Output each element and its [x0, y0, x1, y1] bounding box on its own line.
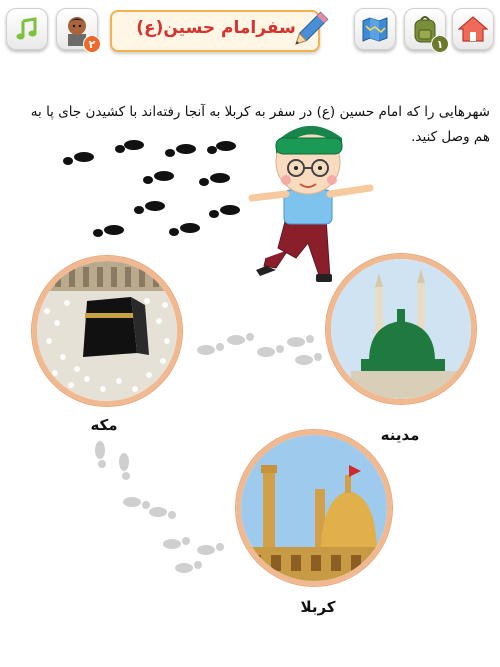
karbala-photo[interactable] — [236, 430, 392, 586]
madinah-label: مدینه — [380, 426, 420, 444]
music-button[interactable] — [6, 8, 48, 50]
home-button[interactable] — [452, 8, 494, 50]
madinah-photo[interactable] — [326, 254, 476, 404]
music-note-icon — [14, 16, 40, 42]
footprints-trail-makkah-karbala — [80, 440, 240, 580]
title-banner — [110, 6, 330, 56]
pencil-icon — [288, 8, 332, 52]
avatar-badge: ۲ — [83, 35, 101, 53]
boy-character-illustration — [246, 118, 376, 288]
makkah-photo[interactable] — [32, 256, 182, 406]
backpack-button[interactable] — [404, 8, 446, 50]
footprints-trail-top — [40, 132, 240, 242]
instruction-text: شهرهایی را که امام حسین (ع) در سفر به کربلا به آنجا رفته‌اند با کشیدن جای پا به هم وصل کنید. — [30, 104, 490, 145]
makkah-label: مکه — [90, 416, 118, 434]
home-icon — [458, 15, 488, 43]
map-button[interactable] — [354, 8, 396, 50]
map-icon — [361, 16, 389, 42]
karbala-label: کربلا — [300, 598, 336, 616]
footprints-trail-makkah-madinah — [192, 320, 322, 370]
karbala-shrine-image — [241, 435, 387, 581]
page-title: سفرامام حسین(ع) — [136, 18, 296, 38]
green-dome-image — [331, 259, 471, 399]
avatar-button[interactable] — [56, 8, 98, 50]
kaaba-image — [37, 261, 177, 401]
backpack-badge: ۱ — [431, 35, 449, 53]
